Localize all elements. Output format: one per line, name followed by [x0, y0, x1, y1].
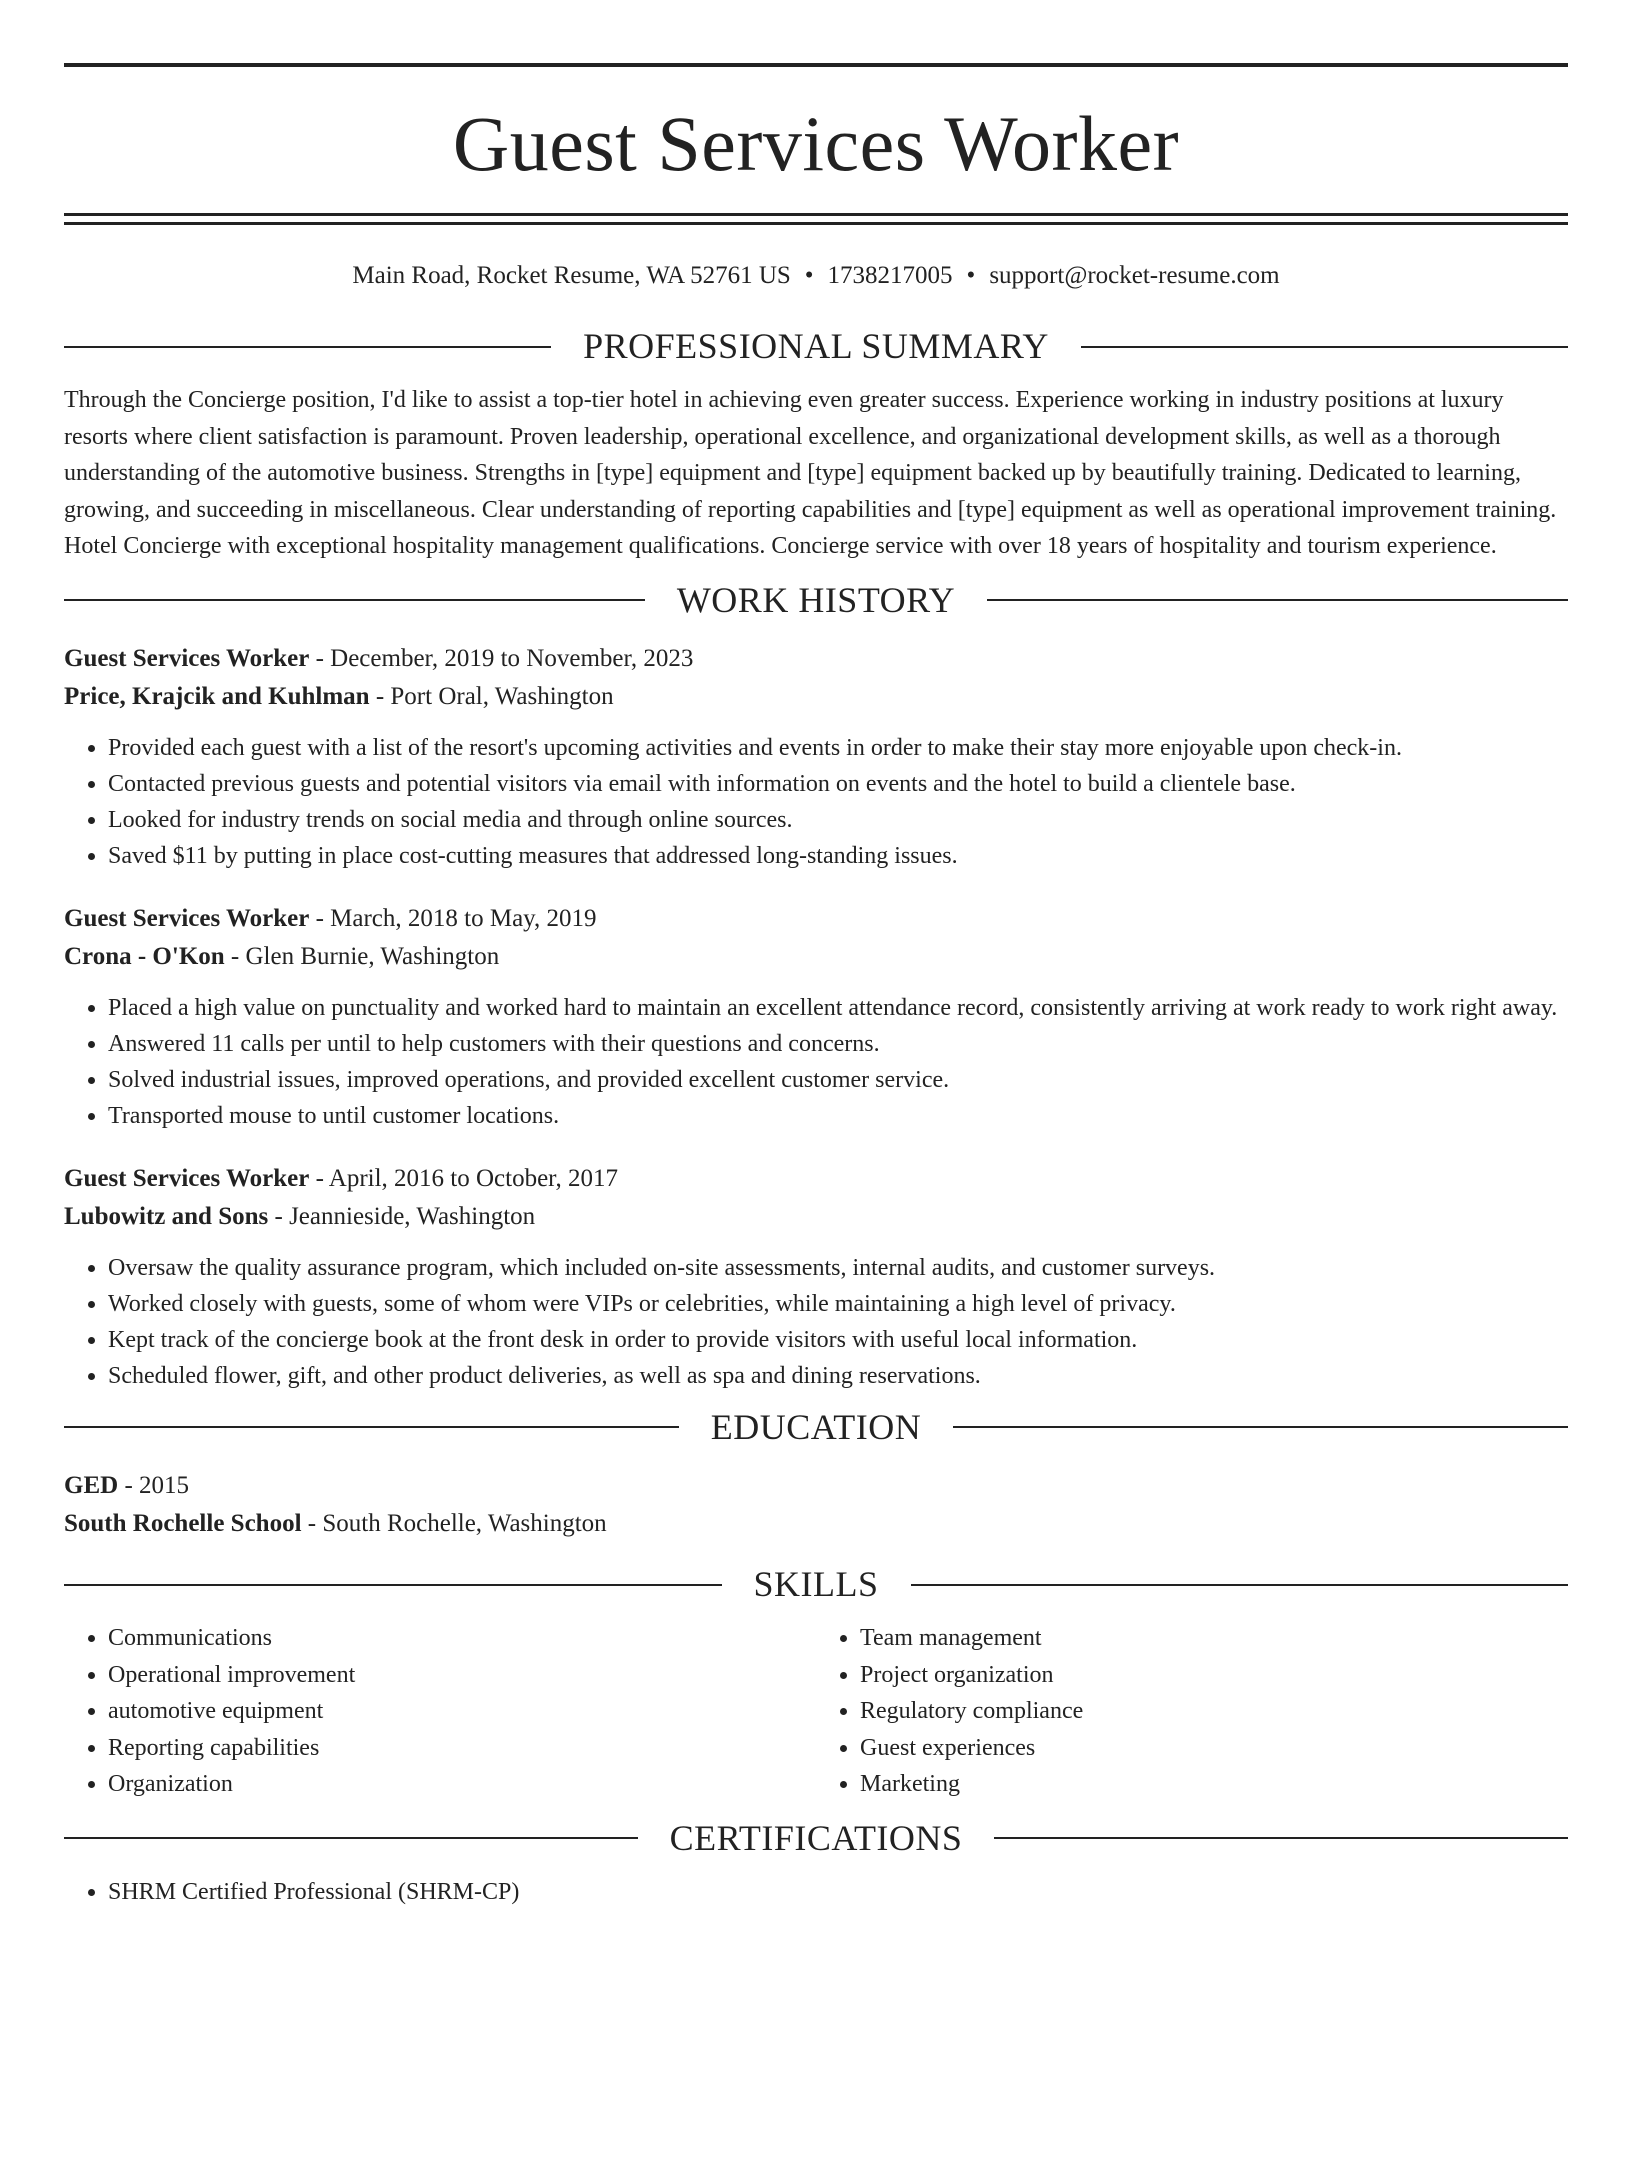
education-entry: [64, 1467, 1568, 1543]
summary-section-heading: [64, 325, 1568, 368]
job-entry: [64, 1160, 1568, 1394]
skill-item: • Reporting capabilities: [108, 1730, 816, 1767]
phone: 1738217005: [827, 262, 953, 289]
resume-page: [0, 63, 1632, 2175]
address: Main Road, Rocket Resume, WA 52761 US: [352, 262, 791, 289]
job-title: Guest Services Worker: [64, 644, 310, 672]
job-bullet: • Oversaw the quality assurance program, which included on-site assessments, internal audits, and customer surveys.: [108, 1250, 1568, 1286]
top-rule: [64, 63, 1568, 67]
job-bullet: • Scheduled flower, gift, and other product deliveries, as well as spa and dining reservations.: [108, 1358, 1568, 1394]
email: support@rocket-resume.com: [989, 262, 1280, 289]
summary-text: Through the Concierge position, I'd like to assist a top-tier hotel in achieving even greater success. Experience working in industry positions at luxury resorts where client satisfaction is paramount. Proven leadership, operational excellence, and organizational development skills, as well as a thorough understanding of the automotive business. Strengths in [type] equipment and [type] equipment backed up by beautifully training. Dedicated to learning, growing, and succeeding in miscellaneous. Clear understanding of reporting capabilities and [type] equipment as well as operational improvement training. Hotel Concierge with exceptional hospitality management qualifications. Concierge service with over 18 years of hospitality and tourism experience.: [64, 387, 1557, 560]
job-title: Guest Services Worker: [64, 1164, 310, 1192]
certification-item: • SHRM Certified Professional (SHRM-CP): [108, 1874, 1568, 1910]
skills-heading: SKILLS: [753, 1564, 879, 1605]
skill-item: • automotive equipment: [108, 1693, 816, 1730]
school-name: South Rochelle School: [64, 1510, 302, 1538]
job-bullet: • Contacted previous guests and potential visitors via email with information on events and the hotel to build a clientele base.: [108, 766, 1568, 802]
certifications-section-heading: [64, 1817, 1568, 1860]
double-rule: [64, 213, 1568, 225]
heading-rule-left: [64, 1837, 638, 1839]
job-bullets: [64, 990, 1568, 1134]
job-company-line: [64, 678, 1568, 716]
heading-rule-right: [911, 1584, 1569, 1586]
job-bullets: [64, 1250, 1568, 1394]
skill-item: • Project organization: [860, 1657, 1568, 1694]
job-entry: [64, 640, 1568, 874]
job-company: Price, Krajcik and Kuhlman: [64, 682, 370, 710]
heading-rule-right: [994, 1837, 1568, 1839]
separator-dot: •: [966, 262, 976, 289]
job-dates: - December, 2019 to November, 2023: [309, 644, 694, 672]
job-company: Lubowitz and Sons: [64, 1202, 269, 1230]
job-dates: - April, 2016 to October, 2017: [309, 1164, 619, 1192]
skill-item: • Communications: [108, 1620, 816, 1657]
job-title-line: [64, 640, 1568, 678]
skill-item: • Guest experiences: [860, 1730, 1568, 1767]
skills-column-right: [816, 1620, 1568, 1803]
skills-grid: [64, 1620, 1568, 1803]
job-title: Guest Services Worker: [64, 904, 310, 932]
job-bullets: [64, 730, 1568, 874]
job-bullet: • Placed a high value on punctuality and worked hard to maintain an excellent attendance record, consistently arriving at work ready to work right away.: [108, 990, 1568, 1026]
heading-rule-left: [64, 1426, 679, 1428]
job-bullet: • Provided each guest with a list of the resort's upcoming activities and events in order to make their stay more enjoyable upon check-in.: [108, 730, 1568, 766]
job-bullet: • Answered 11 calls per until to help customers with their questions and concerns.: [108, 1026, 1568, 1062]
job-company-line: [64, 938, 1568, 976]
skills-section-heading: [64, 1563, 1568, 1606]
job-bullet: • Kept track of the concierge book at the front desk in order to provide visitors with useful local information.: [108, 1322, 1568, 1358]
school-line: [64, 1505, 1568, 1543]
job-company-line: [64, 1198, 1568, 1236]
job-bullet: • Looked for industry trends on social media and through online sources.: [108, 802, 1568, 838]
degree-year: - 2015: [118, 1472, 190, 1500]
job-title-line: [64, 1160, 1568, 1198]
job-location: - Jeannieside, Washington: [268, 1202, 536, 1230]
job-location: - Port Oral, Washington: [369, 682, 614, 710]
degree: GED: [64, 1472, 119, 1500]
certifications-list: [64, 1874, 1568, 1910]
school-location: - South Rochelle, Washington: [301, 1510, 607, 1538]
work-heading: WORK HISTORY: [676, 579, 956, 620]
work-section-heading: [64, 579, 1568, 622]
job-dates: - March, 2018 to May, 2019: [309, 904, 597, 932]
job-entry: [64, 900, 1568, 1134]
job-bullet: • Solved industrial issues, improved operations, and provided excellent customer service.: [108, 1062, 1568, 1098]
job-bullet: • Worked closely with guests, some of whom were VIPs or celebrities, while maintaining a high level of privacy.: [108, 1286, 1568, 1322]
skills-column-left: [64, 1620, 816, 1803]
job-location: - Glen Burnie, Washington: [224, 942, 500, 970]
heading-rule-right: [1081, 346, 1568, 348]
heading-rule-left: [64, 1584, 722, 1586]
heading-rule-right: [953, 1426, 1568, 1428]
summary-heading: PROFESSIONAL SUMMARY: [583, 326, 1049, 366]
skill-item: • Organization: [108, 1766, 816, 1803]
contact-line: [64, 261, 1568, 291]
resume-name: Guest Services Worker: [452, 100, 1180, 187]
job-bullet: • Transported mouse to until customer locations.: [108, 1098, 1568, 1134]
heading-rule-left: [64, 346, 551, 348]
education-heading: EDUCATION: [710, 1406, 922, 1447]
heading-rule-left: [64, 599, 645, 601]
job-bullet: • Saved $11 by putting in place cost-cutting measures that addressed long-standing issues.: [108, 838, 1568, 874]
certifications-heading: CERTIFICATIONS: [669, 1817, 963, 1858]
skill-item: • Team management: [860, 1620, 1568, 1657]
skill-item: • Marketing: [860, 1766, 1568, 1803]
separator-dot: •: [804, 262, 814, 289]
skill-item: • Regulatory compliance: [860, 1693, 1568, 1730]
job-company: Crona - O'Kon: [64, 942, 225, 970]
degree-line: [64, 1467, 1568, 1505]
skill-item: • Operational improvement: [108, 1657, 816, 1694]
work-history-list: [64, 640, 1568, 1394]
job-title-line: [64, 900, 1568, 938]
heading-rule-right: [987, 599, 1568, 601]
education-section-heading: [64, 1406, 1568, 1449]
